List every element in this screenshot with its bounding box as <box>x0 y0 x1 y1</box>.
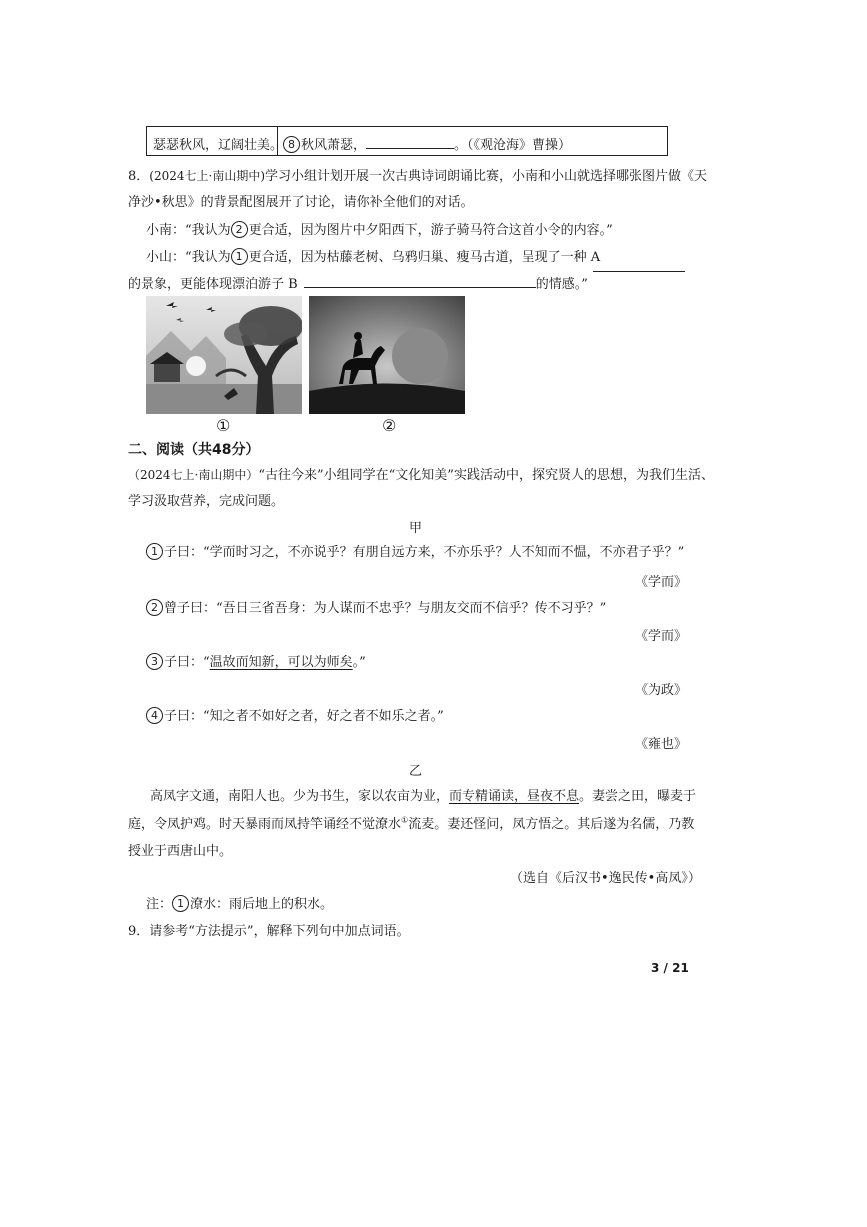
table-cell-right-suffix: 。（《观沧海》曹操） <box>454 138 572 153</box>
rider-image-2 <box>309 296 465 414</box>
xiaoshan-text-b: 更合适，因为枯藤老树、乌鸦归巢、瘦马古道，呈现了一种 A <box>248 250 601 265</box>
xiaoshan-text-d: 的情感。” <box>535 277 588 292</box>
circled-number: 2 <box>231 221 248 238</box>
q9-text: 9．请参考“方法提示”，解释下列句中加点词语。 <box>128 924 410 939</box>
circled-number: 2 <box>146 599 163 616</box>
jia-item-text: 子曰：“ <box>164 655 210 670</box>
jia-item-text: 子曰：“知之者不如好之者，好之者不如乐之者。” <box>164 709 444 724</box>
q8-line1 <box>128 165 707 184</box>
yi-text: 高凤字文通，南阳人也。少为书生，家以农亩为业， <box>150 789 450 804</box>
xiaonan-text-a: 小南：“我认为 <box>146 223 231 238</box>
q8-number: 8． <box>128 169 150 184</box>
yi-text: 庭，令凤护鸡。时天暴雨而凤持竿诵经不觉潦水 <box>128 817 402 832</box>
image-1-label: ① <box>216 416 231 435</box>
q8-source: (2024七上·南山期中) <box>149 169 265 183</box>
section-intro-2: 学习汲取营养，完成问题。 <box>128 494 285 509</box>
poem-table-row <box>146 126 668 156</box>
jia-item-4 <box>146 705 444 724</box>
section-title: 二、阅读（共48分） <box>128 442 260 458</box>
circled-number: 3 <box>146 653 163 670</box>
circled-number: 1 <box>231 248 248 265</box>
table-cell-right-prefix: 秋风萧瑟， <box>301 138 367 153</box>
q8-text-1: 学习小组计划开展一次古典诗词朗诵比赛，小南和小山就选择哪张图片做《天 <box>265 169 708 184</box>
jia-item-text: 曾子曰：“吾日三省吾身：为人谋而不忠乎？与朋友交而不信乎？传不习乎？” <box>164 601 607 616</box>
circled-number: 1 <box>146 543 163 560</box>
jia-item-source: 《雍也》 <box>635 737 688 752</box>
xiaonan-text-b: 更合适，因为图片中夕阳西下，游子骑马符合这首小令的内容。” <box>248 223 613 238</box>
jia-item-text: 子曰：“学而时习之，不亦说乎？有朋自远方来，不亦乐乎？人不知而不愠，不亦君子乎？” <box>164 545 685 560</box>
yi-source: （选自《后汉书•逸民传•高凤》） <box>510 871 701 886</box>
underlined-sentence: 而专精诵读，昼夜不息 <box>449 789 580 804</box>
underlined-sentence: 温故而知新，可以为师矣 <box>209 655 353 670</box>
answer-blank-b[interactable] <box>304 275 536 288</box>
intro-source: （2024七上·南山期中） <box>128 468 259 482</box>
footnote-marker: ① <box>401 815 409 825</box>
yi-text: 。妻尝之田，曝麦于 <box>579 789 697 804</box>
q8-line2: 净沙•秋思》的背景配图展开了讨论，请你补全他们的对话。 <box>128 195 474 210</box>
answer-blank-a[interactable] <box>593 259 685 272</box>
jia-item-source: 《为政》 <box>635 683 688 698</box>
table-cell-left-text: 瑟瑟秋风，辽阔壮美。 <box>153 138 284 153</box>
xiaoshan-text-a: 小山：“我认为 <box>146 250 231 265</box>
yi-paragraph-line2 <box>128 813 694 832</box>
jia-item-1 <box>146 541 684 560</box>
footnote <box>146 893 333 912</box>
landscape-image-1 <box>146 296 302 414</box>
section-intro-1 <box>128 464 714 483</box>
xiaoshan-line2 <box>128 273 588 292</box>
jia-item-source: 《学而》 <box>635 629 688 644</box>
jia-item-3 <box>146 651 366 670</box>
intro-text: “古往今来”小组同学在“文化知美”实践活动中，探究贤人的思想，为我们生活、 <box>258 468 714 483</box>
footnote-text: 潦水：雨后地上的积水。 <box>190 897 334 912</box>
circled-number: 4 <box>146 707 163 724</box>
jia-item-text: 。” <box>352 655 366 670</box>
table-cell-right <box>283 134 571 153</box>
circled-number: 8 <box>283 136 300 153</box>
answer-blank[interactable] <box>366 136 454 149</box>
xiaoshan-text-c: 的景象，更能体现漂泊游子 B <box>128 277 298 292</box>
footnote-prefix: 注： <box>146 897 173 912</box>
jia-item-2 <box>146 597 606 616</box>
yi-text: 流麦。妻还怪问，凤方悟之。其后遂为名儒，乃教 <box>408 817 695 832</box>
yi-paragraph-line1 <box>150 785 696 804</box>
xiaoshan-line <box>146 246 600 265</box>
table-cell-left <box>147 127 284 155</box>
page-number: 3 / 21 <box>651 961 689 975</box>
passage-jia-title: 甲 <box>409 521 423 536</box>
circled-number: 1 <box>172 895 189 912</box>
xiaonan-line <box>146 219 613 238</box>
image-2-label: ② <box>382 416 397 435</box>
yi-paragraph-line3: 授业于西唐山中。 <box>128 844 233 859</box>
jia-item-source: 《学而》 <box>635 575 688 590</box>
passage-yi-title: 乙 <box>409 764 423 779</box>
